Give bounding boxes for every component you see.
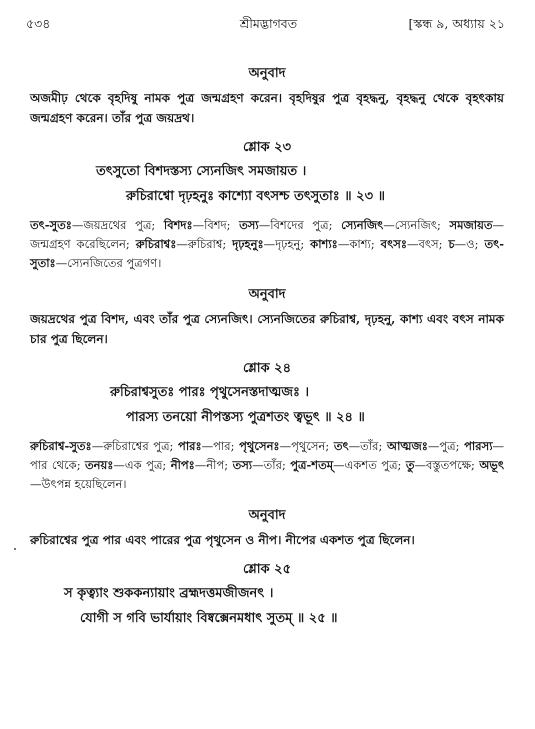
- book-title: শ্রীমদ্ভাগবত: [239, 16, 298, 31]
- translation-text: জয়দ্রথের পুত্র বিশদ, এবং তাঁর পুত্র স্যেনজিৎ। স্যেনজিতের রুচিরাশ্ব, দৃঢ়হনু, কাশ্য এবং বৎস নামক চার পুত্র ছিলেন।: [30, 312, 504, 346]
- page-header: [22, 16, 515, 36]
- verse-heading: শ্লোক ২৫: [242, 562, 292, 577]
- page-number: ৫৩৪: [26, 16, 51, 31]
- page-content: [30, 66, 504, 629]
- verse-heading: শ্লোক ২৩: [242, 140, 292, 155]
- scan-speck: [14, 548, 16, 550]
- translation-heading: অনুবাদ: [248, 287, 286, 302]
- verse-line: পারস্য তনয়ো নীপস্তস্য পুত্রশতং ত্বভূৎ ॥ ২৪ ॥: [126, 410, 365, 425]
- synonyms-text: রুচিরাশ্ব-সুতঃ—রুচিরাশ্বের পুত্র; পারঃ—পার; পৃথুসেনঃ—পৃথুসেন; তৎ—তাঁর; আত্মজঃ—পুত্র; পারস্য—পার থেকে; তনয়ঃ—এক পুত্র; নীপঃ—নীপ; তস্য—তাঁর; পুত্র-শতম্—একশত পুত্র; তু—বস্তুতপক্ষে; অভূৎ—উৎপন্ন হয়েছিলেন।: [30, 439, 505, 491]
- verse-line: তৎসুতো বিশদস্তস্য স্যেনজিৎ সমজায়ত ।: [96, 164, 307, 179]
- chapter-reference: [স্কন্ধ ৯, অধ্যায় ২১: [408, 16, 505, 31]
- translation-heading: অনুবাদ: [248, 508, 286, 523]
- translation-text: রুচিরাশ্বের পুত্র পার এবং পারের পুত্র পৃথুসেন ও নীপ। নীপের একশত পুত্র ছিলেন।: [30, 533, 415, 547]
- translation-text: অজমীঢ় থেকে বৃহদিষু নামক পুত্র জন্মগ্রহণ করেন। বৃহদিষুর পুত্র বৃহদ্ধনু, বৃহদ্ধনু থেকে বৃহৎকায় জন্মগ্রহণ করেন। তাঁর পুত্র জয়দ্রথ।: [30, 91, 504, 125]
- translation-heading: অনুবাদ: [248, 66, 286, 81]
- synonyms-text: তৎ-সুতঃ—জয়দ্রথের পুত্র; বিশদঃ—বিশদ; তস্য—বিশদের পুত্র; স্যেনজিৎ—স্যেনজিৎ; সমজায়ত—জন্মগ্রহণ করেছিলেন; রুচিরাশ্বঃ—রুচিরাশ্ব; দৃঢ়হনুঃ—দৃঢ়হনু; কাশ্যঃ—কাশ্য; বৎসঃ—বৎস; চ—ও; তৎ-সুতাঃ—স্যেনজিতের পুত্রগণ।: [30, 218, 505, 270]
- verse-line: রুচিরাশ্বসুতঃ পারঃ পৃথুসেনস্তদাত্মজঃ ।: [110, 385, 310, 400]
- verse-line: যোগী স গবি ভার্যায়াং বিষ্বক্সেনমধাৎ সুতম্ ॥ ২৫ ॥: [80, 611, 338, 626]
- verse-line: রুচিরাশ্বো দৃঢ়হনুঃ কাশ্যো বৎসশ্চ তৎসুতাঃ ॥ ২৩ ॥: [126, 189, 385, 204]
- verse-line: স কৃত্ব্যাং শুককন্যায়াং ব্রহ্মদত্তমজীজনৎ ।: [64, 586, 274, 601]
- verse-heading: শ্লোক ২৪: [242, 361, 292, 376]
